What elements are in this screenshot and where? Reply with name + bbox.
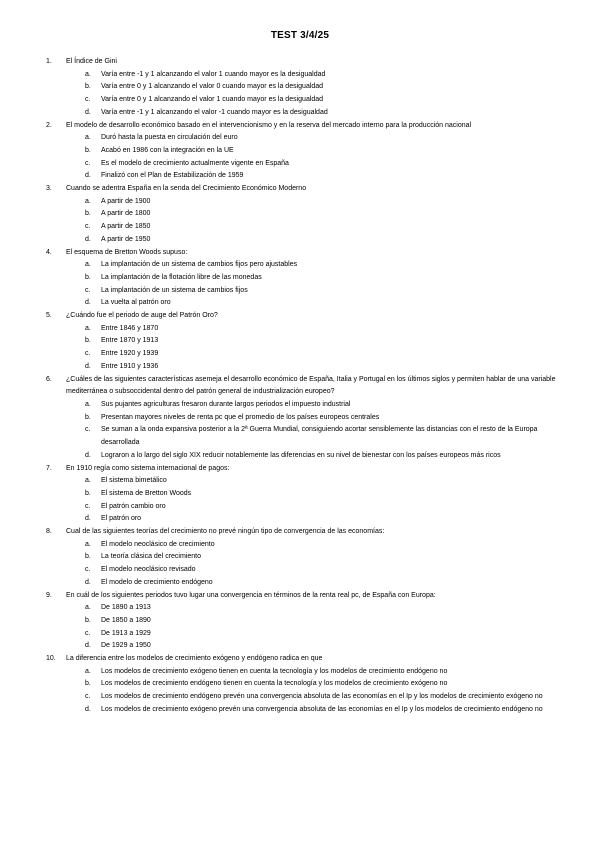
answer-option [0,577,600,590]
option-letter: a. [85,604,91,612]
option-letter: a. [85,134,91,142]
option-letter: a. [85,197,91,205]
option-text: La implantación de la flotación libre de las monedas [101,273,262,281]
answer-option [0,170,600,183]
question-number: 4. [46,248,52,256]
option-letter: d. [85,235,91,243]
option-letter: c. [85,426,91,434]
question-10 [0,653,600,666]
answer-option [0,272,600,285]
question-5 [0,310,600,323]
option-letter: a. [85,667,91,675]
answer-option [0,81,600,94]
option-text: Duró hasta la puesta en circulación del euro [101,134,238,142]
option-text: Varía entre 0 y 1 alcanzando el valor 1 cuando mayor es la desigualdad [101,96,324,104]
option-letter: d. [85,451,91,459]
answer-option [0,551,600,564]
question-text: Cual de las siguientes teorías del crecimiento no prevé ningún tipo de convergencia de las economías: [66,528,385,536]
option-letter: c. [85,96,91,104]
option-letter: b. [85,337,91,345]
option-letter: a. [85,70,91,78]
answer-option [0,69,600,82]
option-text: Se suman a la onda expansiva posterior a la 2ª Guerra Mundial, consiguiendo acortar sensiblemente las distancias con el resto de la Europa desarrollada [101,426,538,447]
option-letter: c. [85,693,91,701]
option-text: La vuelta al patrón oro [101,299,171,307]
answer-option [0,158,600,171]
option-letter: c. [85,350,91,358]
answer-option [0,691,600,704]
answer-option [0,539,600,552]
answer-option [0,628,600,641]
option-text: De 1929 a 1950 [101,642,151,650]
option-text: La implantación de un sistema de cambios fijos [101,286,248,294]
option-letter: b. [85,146,91,154]
option-text: Varía entre 0 y 1 alcanzando el valor 0 cuando mayor es la desigualdad [101,83,324,91]
question-7 [0,463,600,476]
option-letter: b. [85,489,91,497]
answer-option [0,424,600,449]
option-text: De 1913 a 1929 [101,629,151,637]
answer-option [0,704,600,717]
question-9 [0,590,600,603]
question-text: El esquema de Bretton Woods supuso: [66,248,188,256]
answer-option [0,145,600,158]
answer-option [0,615,600,628]
question-text: ¿Cuáles de las siguientes características asemeja el desarrollo económico de España, Italia y Portugal en los últimos siglos y permiten hablar de una variable mediterránea o subsoccidental dentro del patrón general de industrialización europeo? [66,375,556,396]
option-letter: a. [85,400,91,408]
answer-option [0,297,600,310]
option-letter: d. [85,299,91,307]
option-text: A partir de 1950 [101,235,151,243]
option-text: El modelo neoclásico revisado [101,566,196,574]
question-4 [0,247,600,260]
question-text: Cuando se adentra España en la senda del Crecimiento Económico Moderno [66,185,307,193]
option-text: Entre 1910 y 1936 [101,362,159,370]
question-number: 2. [46,121,52,129]
option-text: A partir de 1850 [101,223,151,231]
option-text: La teoría clásica del crecimiento [101,553,201,561]
option-text: Presentan mayores niveles de renta pc que el promedio de los países europeos centrales [101,413,380,421]
option-text: El patrón oro [101,515,142,523]
option-text: Los modelos de crecimiento exógeno tienen en cuenta la tecnología y los modelos de crecimiento endógeno no [101,667,448,675]
option-text: Varía entre -1 y 1 alcanzando el valor 1 cuando mayor es la desigualdad [101,70,326,78]
answer-option [0,221,600,234]
option-letter: a. [85,261,91,269]
question-2 [0,120,600,133]
question-number: 7. [46,464,52,472]
question-8 [0,526,600,539]
option-letter: b. [85,680,91,688]
answer-option [0,107,600,120]
answer-option [0,640,600,653]
question-text: En cuál de los siguientes periodos tuvo lugar una convergencia en términos de la renta real pc, de España con Europa: [66,591,436,599]
question-text: En 1910 regía como sistema internacional de pagos: [66,464,230,472]
option-letter: d. [85,108,91,116]
question-1 [0,56,600,69]
option-letter: c. [85,566,91,574]
question-number: 8. [46,528,52,536]
option-letter: d. [85,515,91,523]
option-letter: c. [85,223,91,231]
option-text: De 1850 a 1890 [101,616,151,624]
option-letter: b. [85,273,91,281]
answer-option [0,132,600,145]
answer-option [0,488,600,501]
answer-option [0,501,600,514]
answer-option [0,602,600,615]
option-letter: b. [85,210,91,218]
option-text: El modelo neoclásico de crecimiento [101,540,215,548]
option-text: El sistema de Bretton Woods [101,489,192,497]
answer-option [0,208,600,221]
question-text: La diferencia entre los modelos de crecimiento exógeno y endógeno radica en que [66,655,323,663]
option-letter: d. [85,362,91,370]
answer-option [0,234,600,247]
option-text: Entre 1846 y 1870 [101,324,159,332]
question-number: 6. [46,375,52,383]
answer-option [0,513,600,526]
question-text: El modelo de desarrollo económico basado en el intervencionismo y en la reserva del mercado interno para la producción nacional [66,121,472,129]
option-letter: a. [85,324,91,332]
option-text: Acabó en 1986 con la integración en la UE [101,146,234,154]
answer-option [0,475,600,488]
answer-option [0,666,600,679]
option-letter: a. [85,477,91,485]
question-list [0,56,600,717]
answer-option [0,450,600,463]
answer-option [0,361,600,374]
option-letter: a. [85,540,91,548]
option-letter: d. [85,705,91,713]
option-text: Sus pujantes agriculturas fresaron durante largos periodos el impuesto industrial [101,400,351,408]
answer-option [0,94,600,107]
answer-option [0,412,600,425]
option-letter: d. [85,172,91,180]
option-text: Es el modelo de crecimiento actualmente vigente en España [101,159,289,167]
option-text: Entre 1920 y 1939 [101,350,159,358]
option-text: Los modelos de crecimiento exógeno prevén una convergencia absoluta de las economías en el Ip y los modelos de crecimiento endógeno no [101,705,543,713]
option-letter: d. [85,642,91,650]
option-letter: d. [85,578,91,586]
option-text: De 1890 a 1913 [101,604,151,612]
question-number: 3. [46,185,52,193]
option-text: La implantación de un sistema de cambios fijos pero ajustables [101,261,298,269]
option-text: Lograron a lo largo del siglo XIX reducir notablemente las diferencias en su nivel de bienestar con los países europeos más ricos [101,451,501,459]
option-text: El sistema bimetálico [101,477,167,485]
question-3 [0,183,600,196]
option-letter: c. [85,286,91,294]
page-title: TEST 3/4/25 [270,30,330,41]
question-number: 10. [46,655,56,663]
answer-option [0,348,600,361]
option-letter: c. [85,159,91,167]
option-letter: c. [85,502,91,510]
option-letter: c. [85,629,91,637]
question-6 [0,374,600,399]
option-text: Finalizó con el Plan de Estabilización de 1959 [101,172,244,180]
option-letter: b. [85,83,91,91]
answer-option [0,678,600,691]
answer-option [0,564,600,577]
option-letter: b. [85,553,91,561]
option-text: Los modelos de crecimiento endógeno prevén una convergencia absoluta de las economías en el Ip y los modelos de crecimiento exógeno no [101,693,543,701]
question-number: 5. [46,312,52,320]
question-number: 1. [46,58,52,65]
answer-option [0,259,600,272]
answer-option [0,399,600,412]
option-text: Entre 1870 y 1913 [101,337,159,345]
question-text: ¿Cuándo fue el periodo de auge del Patrón Oro? [66,312,218,320]
option-letter: b. [85,616,91,624]
option-text: A partir de 1800 [101,210,151,218]
option-text: A partir de 1900 [101,197,151,205]
answer-option [0,196,600,209]
option-letter: b. [85,413,91,421]
answer-option [0,285,600,298]
answer-option [0,323,600,336]
option-text: El patrón cambio oro [101,502,166,510]
option-text: El modelo de crecimiento endógeno [101,578,213,586]
question-text: El Índice de Gini [66,58,117,65]
option-text: Los modelos de crecimiento endógeno tienen en cuenta la tecnología y los modelos de crecimiento exógeno no [101,680,448,688]
option-text: Varía entre -1 y 1 alcanzando el valor -1 cuando mayor es la desigualdad [101,108,328,116]
question-number: 9. [46,591,52,599]
answer-option [0,335,600,348]
